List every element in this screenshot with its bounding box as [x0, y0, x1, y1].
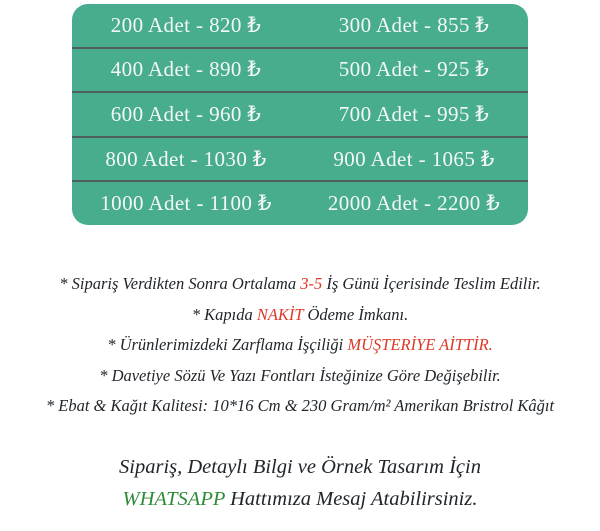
note-text: Ödeme İmkanı.	[303, 304, 409, 324]
note-line-envelope	[0, 330, 600, 361]
note-text: * Sipariş Verdikten Sonra Ortalama	[59, 274, 301, 293]
note-line-delivery	[0, 269, 600, 300]
price-table-row	[72, 4, 528, 47]
price-table-row	[72, 180, 528, 225]
price-cell: 700 Adet - 995 ₺	[338, 101, 490, 126]
price-table-row	[72, 47, 528, 92]
price-cell: 600 Adet - 960 ₺	[110, 101, 262, 126]
note-text: İş Günü İçerisinde Teslim Edilir.	[322, 274, 541, 293]
price-table-row	[72, 136, 528, 181]
whatsapp-highlight: WHATSAPP	[122, 488, 225, 510]
price-cell: 800 Adet - 1030 ₺	[105, 146, 267, 171]
note-text: * Ürünlerimizdeki Zarflama İşçiliği	[107, 335, 348, 354]
footer-text: Hattımıza Mesaj Atabilirsiniz.	[225, 488, 478, 510]
price-table-row	[72, 91, 528, 136]
price-cell: 500 Adet - 925 ₺	[338, 57, 490, 82]
note-highlight: MÜŞTERİYE AİTTİR.	[347, 335, 493, 354]
note-line-payment	[0, 300, 600, 331]
price-cell: 1000 Adet - 1100 ₺	[100, 191, 272, 216]
note-text: * Ebat & Kağıt Kalitesi: 10*16 Cm & 230 Gram/m² Amerikan Bristrol Kâğıt	[45, 396, 555, 415]
note-line-fonts	[0, 361, 600, 392]
note-text: * Davetiye Sözü Ve Yazı Fontları İsteğinize Göre Değişebilir.	[99, 365, 501, 385]
footer-section	[0, 451, 600, 515]
note-highlight: 3-5	[300, 274, 323, 293]
note-text: * Kapıda	[191, 304, 257, 324]
price-cell: 900 Adet - 1065 ₺	[333, 146, 495, 171]
price-cell: 200 Adet - 820 ₺	[110, 12, 262, 37]
note-highlight: NAKİT	[256, 304, 304, 324]
footer-line-info: Sipariş, Detaylı Bilgi ve Örnek Tasarım İçin	[119, 456, 481, 478]
note-line-paper	[0, 391, 600, 422]
price-cell: 2000 Adet - 2200 ₺	[327, 191, 501, 216]
notes-section	[0, 269, 600, 422]
price-table	[72, 4, 528, 225]
price-cell: 300 Adet - 855 ₺	[338, 12, 490, 37]
footer-line-whatsapp	[0, 483, 600, 515]
price-cell: 400 Adet - 890 ₺	[110, 57, 262, 82]
